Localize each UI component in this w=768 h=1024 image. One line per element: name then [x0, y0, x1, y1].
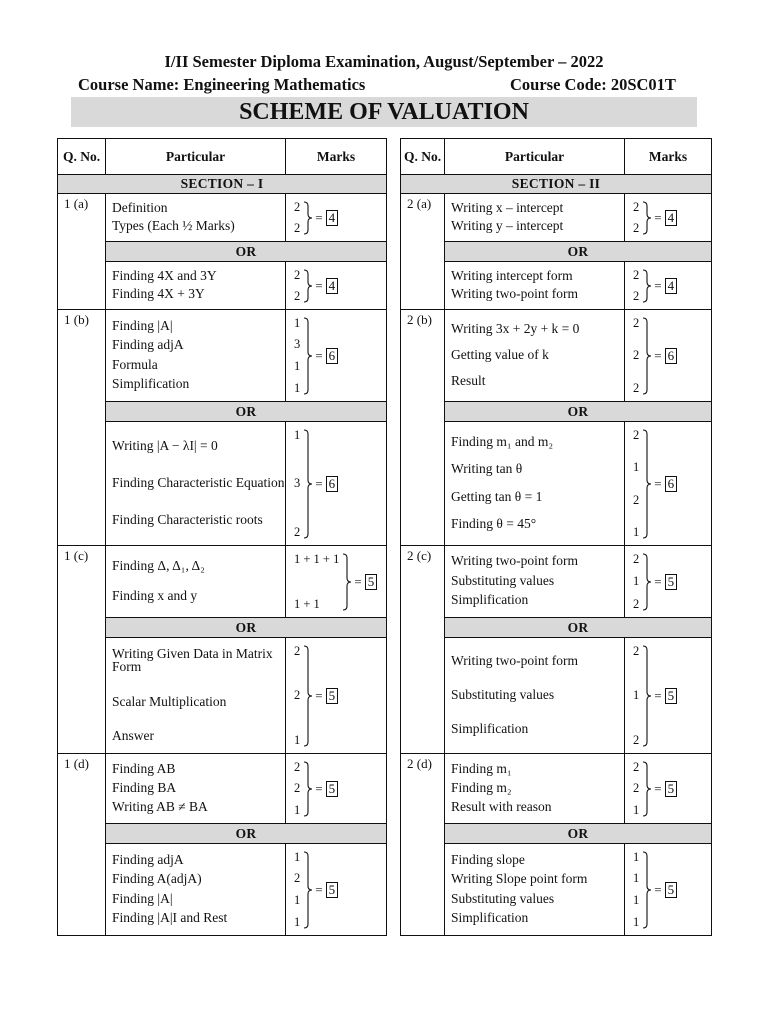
- marks-breakdown: [633, 317, 711, 395]
- mark-value: 1: [633, 803, 640, 817]
- equals-sign: =: [654, 881, 662, 897]
- or-separator: OR: [445, 402, 712, 422]
- marks-values: [294, 269, 300, 303]
- equals-sign: =: [315, 209, 323, 225]
- particular-line: Simplification: [451, 910, 529, 925]
- table-row: [401, 754, 712, 824]
- mark-value: 2: [633, 427, 640, 442]
- marks-values: [633, 269, 639, 303]
- mark-value: 2: [294, 525, 301, 539]
- marks-values: [294, 429, 300, 539]
- exam-title: I/II Semester Diploma Examination, August/September – 2022: [164, 52, 604, 71]
- particular-cell: [106, 422, 286, 546]
- particular-cell: [106, 194, 286, 242]
- mark-value: 1: [294, 359, 301, 374]
- right-brace-icon: [642, 317, 652, 395]
- mark-value: 2: [633, 492, 640, 507]
- marks-cell: [286, 310, 387, 402]
- page-title: SCHEME OF VALUATION: [71, 97, 697, 127]
- mark-value: 3: [294, 337, 301, 352]
- particular-line: Finding 4X + 3Y: [112, 285, 205, 301]
- mark-value: 2: [633, 597, 640, 611]
- mark-value: 1: [633, 525, 640, 539]
- mark-value: 1 + 1: [294, 597, 320, 611]
- particular-line: Finding adjA: [112, 851, 184, 867]
- qno-cell: [58, 638, 106, 754]
- table-row: [401, 402, 712, 422]
- marks-values: [633, 201, 639, 235]
- qno-cell: [58, 618, 106, 638]
- mark-value: 2: [294, 221, 301, 235]
- table-row: [58, 139, 387, 175]
- total-marks-box: 4: [326, 278, 339, 294]
- right-brace-icon: [303, 761, 313, 817]
- particular-line: Writing y – intercept: [451, 217, 564, 233]
- section-label: SECTION – I: [58, 175, 387, 194]
- marks-values: [294, 201, 300, 235]
- qno-cell: [58, 402, 106, 422]
- total-marks-box: 6: [326, 348, 339, 364]
- marks-cell: [625, 754, 712, 824]
- qno-cell: 1 (a): [58, 194, 106, 242]
- marks-values: [633, 553, 639, 611]
- equals-sign: =: [354, 573, 362, 589]
- particular-line: Writing AB ≠ BA: [112, 798, 208, 814]
- mark-value: 2: [633, 348, 640, 363]
- table-row: [401, 242, 712, 262]
- mark-value: 1: [294, 733, 301, 747]
- particular-line: Finding m₁: [451, 760, 512, 776]
- marks-cell: [625, 546, 712, 618]
- marks-cell: [625, 422, 712, 546]
- total-marks-box: 5: [665, 781, 678, 797]
- total-marks-box: 5: [665, 688, 678, 704]
- table-row: [401, 824, 712, 844]
- mark-value: 2: [633, 551, 640, 566]
- mark-value: 1: [633, 849, 640, 864]
- particular-header: Particular: [445, 139, 625, 175]
- mark-value: 2: [294, 781, 301, 796]
- marks-breakdown: [294, 429, 386, 539]
- mark-value: 2: [294, 199, 301, 214]
- particular-line: Writing 3x + 2y + k = 0: [451, 320, 580, 336]
- qno-cell: [58, 262, 106, 310]
- marks-breakdown: [633, 645, 711, 747]
- right-brace-icon: [303, 317, 313, 395]
- marks-breakdown: [294, 201, 386, 235]
- right-valuation-table: [400, 138, 712, 936]
- qno-cell: [401, 262, 445, 310]
- or-separator: OR: [106, 824, 387, 844]
- marks-breakdown: [633, 761, 711, 817]
- total-marks-box: 6: [665, 476, 678, 492]
- particular-line: Writing Slope point form: [451, 871, 588, 886]
- qno-cell: 2 (a): [401, 194, 445, 242]
- particular-line: Getting tan θ = 1: [451, 488, 543, 504]
- equals-sign: =: [315, 347, 323, 363]
- table-row: [401, 175, 712, 194]
- qno-cell: 1 (b): [58, 310, 106, 402]
- marks-cell: [625, 310, 712, 402]
- mark-value: 2: [633, 781, 640, 796]
- mark-value: 2: [294, 759, 301, 774]
- mark-value: 2: [633, 315, 640, 330]
- mark-value: 2: [294, 289, 301, 303]
- table-row: [58, 310, 387, 402]
- particular-line: Result with reason: [451, 798, 552, 814]
- particular-line: Result: [451, 372, 486, 388]
- marks-header: Marks: [286, 139, 387, 175]
- particular-line: Finding m₂: [451, 779, 512, 795]
- right-brace-icon: [642, 201, 652, 235]
- mark-value: 1: [633, 574, 640, 589]
- marks-values: [633, 429, 639, 539]
- marks-cell: [286, 754, 387, 824]
- table-row: [58, 824, 387, 844]
- marks-header: Marks: [625, 139, 712, 175]
- mark-value: 2: [633, 267, 640, 282]
- equals-sign: =: [315, 687, 323, 703]
- right-brace-icon: [303, 851, 313, 929]
- table-row: [401, 139, 712, 175]
- particular-cell: [445, 194, 625, 242]
- total-marks-box: 5: [365, 574, 378, 590]
- qno-cell: [401, 422, 445, 546]
- table-row: [401, 844, 712, 936]
- or-separator: OR: [106, 402, 387, 422]
- marks-values: [294, 645, 300, 747]
- marks-cell: [625, 194, 712, 242]
- qno-cell: [401, 824, 445, 844]
- marks-breakdown: [294, 645, 386, 747]
- particular-line: Finding Characteristic Equation: [112, 474, 285, 490]
- qno-cell: [401, 402, 445, 422]
- particular-line: Simplification: [451, 592, 529, 608]
- total-marks-box: 6: [665, 348, 678, 364]
- particular-line: Writing |A − λI| = 0: [112, 437, 218, 453]
- particular-line: Finding m₁ and m₂: [451, 433, 554, 449]
- particular-cell: [106, 638, 286, 754]
- marks-cell: [625, 262, 712, 310]
- particular-line: Finding x and y: [112, 587, 198, 603]
- equals-sign: =: [315, 475, 323, 491]
- marks-breakdown: [294, 851, 386, 929]
- table-row: [58, 262, 387, 310]
- mark-value: 1: [294, 315, 301, 330]
- total-marks-box: 4: [665, 278, 678, 294]
- table-row: [401, 422, 712, 546]
- table-row: [401, 194, 712, 242]
- equals-sign: =: [654, 277, 662, 293]
- equals-sign: =: [654, 687, 662, 703]
- mark-value: 2: [633, 221, 640, 235]
- qno-cell: 2 (d): [401, 754, 445, 824]
- mark-value: 2: [633, 199, 640, 214]
- table-row: [58, 402, 387, 422]
- table-row: [401, 618, 712, 638]
- mark-value: 1: [294, 380, 301, 395]
- particular-line: Finding |A|: [112, 890, 173, 906]
- total-marks-box: 5: [326, 781, 339, 797]
- marks-cell: [286, 844, 387, 936]
- mark-value: 2: [633, 733, 640, 747]
- particular-line: Formula: [112, 356, 158, 372]
- left-valuation-table: [57, 138, 387, 936]
- particular-cell: [106, 546, 286, 618]
- marks-breakdown: [294, 317, 386, 395]
- qno-cell: 1 (d): [58, 754, 106, 824]
- total-marks-box: 5: [665, 882, 678, 898]
- table-row: [58, 175, 387, 194]
- particular-cell: [445, 638, 625, 754]
- right-brace-icon: [642, 761, 652, 817]
- mark-value: 2: [633, 289, 640, 303]
- qno-cell: [401, 618, 445, 638]
- table-row: [58, 194, 387, 242]
- particular-cell: [445, 546, 625, 618]
- right-brace-icon: [642, 851, 652, 929]
- particular-line: Finding Δ, Δ₁, Δ₂: [112, 558, 205, 573]
- marks-cell: [625, 844, 712, 936]
- marks-breakdown: [633, 429, 711, 539]
- particular-line: Finding θ = 45°: [451, 516, 537, 531]
- mark-value: 1: [633, 914, 640, 929]
- qno-cell: 2 (c): [401, 546, 445, 618]
- qno-header: Q. No.: [401, 139, 445, 175]
- right-brace-icon: [303, 429, 313, 539]
- particular-line: Writing tan θ: [451, 461, 523, 476]
- right-brace-icon: [642, 645, 652, 747]
- marks-breakdown: [633, 201, 711, 235]
- particular-cell: [445, 754, 625, 824]
- total-marks-box: 4: [665, 210, 678, 226]
- particular-line: Answer: [112, 727, 154, 743]
- or-separator: OR: [445, 242, 712, 262]
- mark-value: 1 + 1 + 1: [294, 551, 340, 566]
- particular-line: Writing two-point form: [451, 285, 578, 301]
- total-marks-box: 5: [326, 688, 339, 704]
- course-name: Course Name: Engineering Mathematics: [78, 75, 366, 94]
- particular-line: Finding adjA: [112, 337, 184, 352]
- equals-sign: =: [315, 780, 323, 796]
- marks-values: [633, 761, 639, 817]
- marks-breakdown: [294, 761, 386, 817]
- marks-breakdown: [633, 269, 711, 303]
- particular-line: Finding BA: [112, 779, 177, 795]
- mark-value: 1: [294, 849, 301, 864]
- particular-cell: [445, 262, 625, 310]
- particular-line: Types (Each ½ Marks): [112, 217, 235, 233]
- mark-value: 1: [633, 871, 640, 886]
- table-row: [401, 638, 712, 754]
- mark-value: 1: [633, 893, 640, 908]
- mark-value: 2: [633, 643, 640, 658]
- marks-values: [633, 317, 639, 395]
- marks-values: [294, 317, 300, 395]
- right-brace-icon: [303, 269, 313, 303]
- particular-cell: [106, 310, 286, 402]
- table-row: [58, 618, 387, 638]
- particular-line: Substituting values: [451, 686, 555, 702]
- total-marks-box: 5: [326, 882, 339, 898]
- qno-cell: 1 (c): [58, 546, 106, 618]
- qno-header: Q. No.: [58, 139, 106, 175]
- marks-breakdown: [633, 851, 711, 929]
- right-brace-icon: [642, 553, 652, 611]
- marks-cell: [286, 194, 387, 242]
- or-separator: OR: [106, 242, 387, 262]
- qno-cell: [58, 844, 106, 936]
- particular-line: Finding |A|: [112, 317, 173, 333]
- particular-line: Finding A(adjA): [112, 871, 202, 886]
- particular-line: Definition: [112, 200, 168, 215]
- mark-value: 2: [633, 381, 640, 395]
- table-row: [58, 422, 387, 546]
- mark-value: 2: [294, 688, 301, 703]
- particular-line: Getting value of k: [451, 346, 549, 362]
- particular-line: Scalar Multiplication: [112, 693, 227, 709]
- marks-values: [294, 761, 300, 817]
- particular-cell: [445, 422, 625, 546]
- qno-cell: [58, 242, 106, 262]
- table-row: [401, 262, 712, 310]
- particular-cell: [106, 844, 286, 936]
- total-marks-box: 4: [326, 210, 339, 226]
- marks-breakdown: [294, 553, 386, 611]
- particular-line: Writing two-point form: [451, 553, 578, 569]
- particular-cell: [445, 310, 625, 402]
- total-marks-box: 5: [665, 574, 678, 590]
- marks-breakdown: [633, 553, 711, 611]
- table-row: [58, 546, 387, 618]
- right-brace-icon: [342, 553, 352, 611]
- particular-line: Finding AB: [112, 760, 176, 776]
- equals-sign: =: [654, 475, 662, 491]
- marks-cell: [625, 638, 712, 754]
- particular-line: Finding Characteristic roots: [112, 511, 263, 527]
- equals-sign: =: [654, 573, 662, 589]
- mark-value: 1: [294, 803, 301, 817]
- mark-value: 1: [633, 688, 640, 703]
- right-brace-icon: [642, 269, 652, 303]
- mark-value: 2: [294, 643, 301, 658]
- or-separator: OR: [445, 618, 712, 638]
- particular-line: Simplification: [451, 720, 529, 736]
- particular-header: Particular: [106, 139, 286, 175]
- mark-value: 2: [633, 759, 640, 774]
- particular-line: Writing Given Data in Matrix Form: [112, 645, 273, 675]
- right-brace-icon: [642, 429, 652, 539]
- table-row: [58, 754, 387, 824]
- marks-cell: [286, 262, 387, 310]
- right-brace-icon: [303, 201, 313, 235]
- mark-value: 2: [294, 267, 301, 282]
- particular-line: Writing x – intercept: [451, 200, 564, 215]
- particular-line: Simplification: [112, 376, 190, 391]
- particular-line: Finding 4X and 3Y: [112, 268, 217, 283]
- table-row: [58, 638, 387, 754]
- mark-value: 1: [633, 460, 640, 474]
- particular-line: Finding slope: [451, 851, 525, 867]
- marks-values: [633, 851, 639, 929]
- particular-line: Finding |A|I and Rest: [112, 910, 228, 925]
- qno-cell: [58, 824, 106, 844]
- table-row: [58, 242, 387, 262]
- or-separator: OR: [106, 618, 387, 638]
- marks-breakdown: [294, 269, 386, 303]
- particular-line: Substituting values: [451, 572, 555, 588]
- or-separator: OR: [445, 824, 712, 844]
- equals-sign: =: [654, 209, 662, 225]
- marks-cell: [286, 546, 387, 618]
- mark-value: 1: [294, 914, 301, 929]
- qno-cell: 2 (b): [401, 310, 445, 402]
- qno-cell: [401, 844, 445, 936]
- section-label: SECTION – II: [401, 175, 712, 194]
- particular-cell: [106, 262, 286, 310]
- right-brace-icon: [303, 645, 313, 747]
- particular-line: Writing intercept form: [451, 268, 573, 283]
- table-row: [401, 546, 712, 618]
- particular-cell: [106, 754, 286, 824]
- marks-values: [294, 553, 339, 611]
- marks-cell: [286, 638, 387, 754]
- marks-values: [633, 645, 639, 747]
- course-code: Course Code: 20SC01T: [510, 75, 676, 94]
- total-marks-box: 6: [326, 476, 339, 492]
- table-row: [58, 844, 387, 936]
- particular-cell: [445, 844, 625, 936]
- marks-cell: [286, 422, 387, 546]
- table-row: [401, 310, 712, 402]
- mark-value: 1: [294, 427, 301, 442]
- equals-sign: =: [315, 881, 323, 897]
- equals-sign: =: [654, 347, 662, 363]
- equals-sign: =: [315, 277, 323, 293]
- mark-value: 1: [294, 893, 301, 908]
- marks-values: [294, 851, 300, 929]
- qno-cell: [401, 242, 445, 262]
- mark-value: 2: [294, 871, 301, 886]
- qno-cell: [401, 638, 445, 754]
- particular-line: Writing two-point form: [451, 652, 578, 668]
- mark-value: 3: [294, 476, 301, 491]
- particular-line: Substituting values: [451, 890, 555, 906]
- qno-cell: [58, 422, 106, 546]
- equals-sign: =: [654, 780, 662, 796]
